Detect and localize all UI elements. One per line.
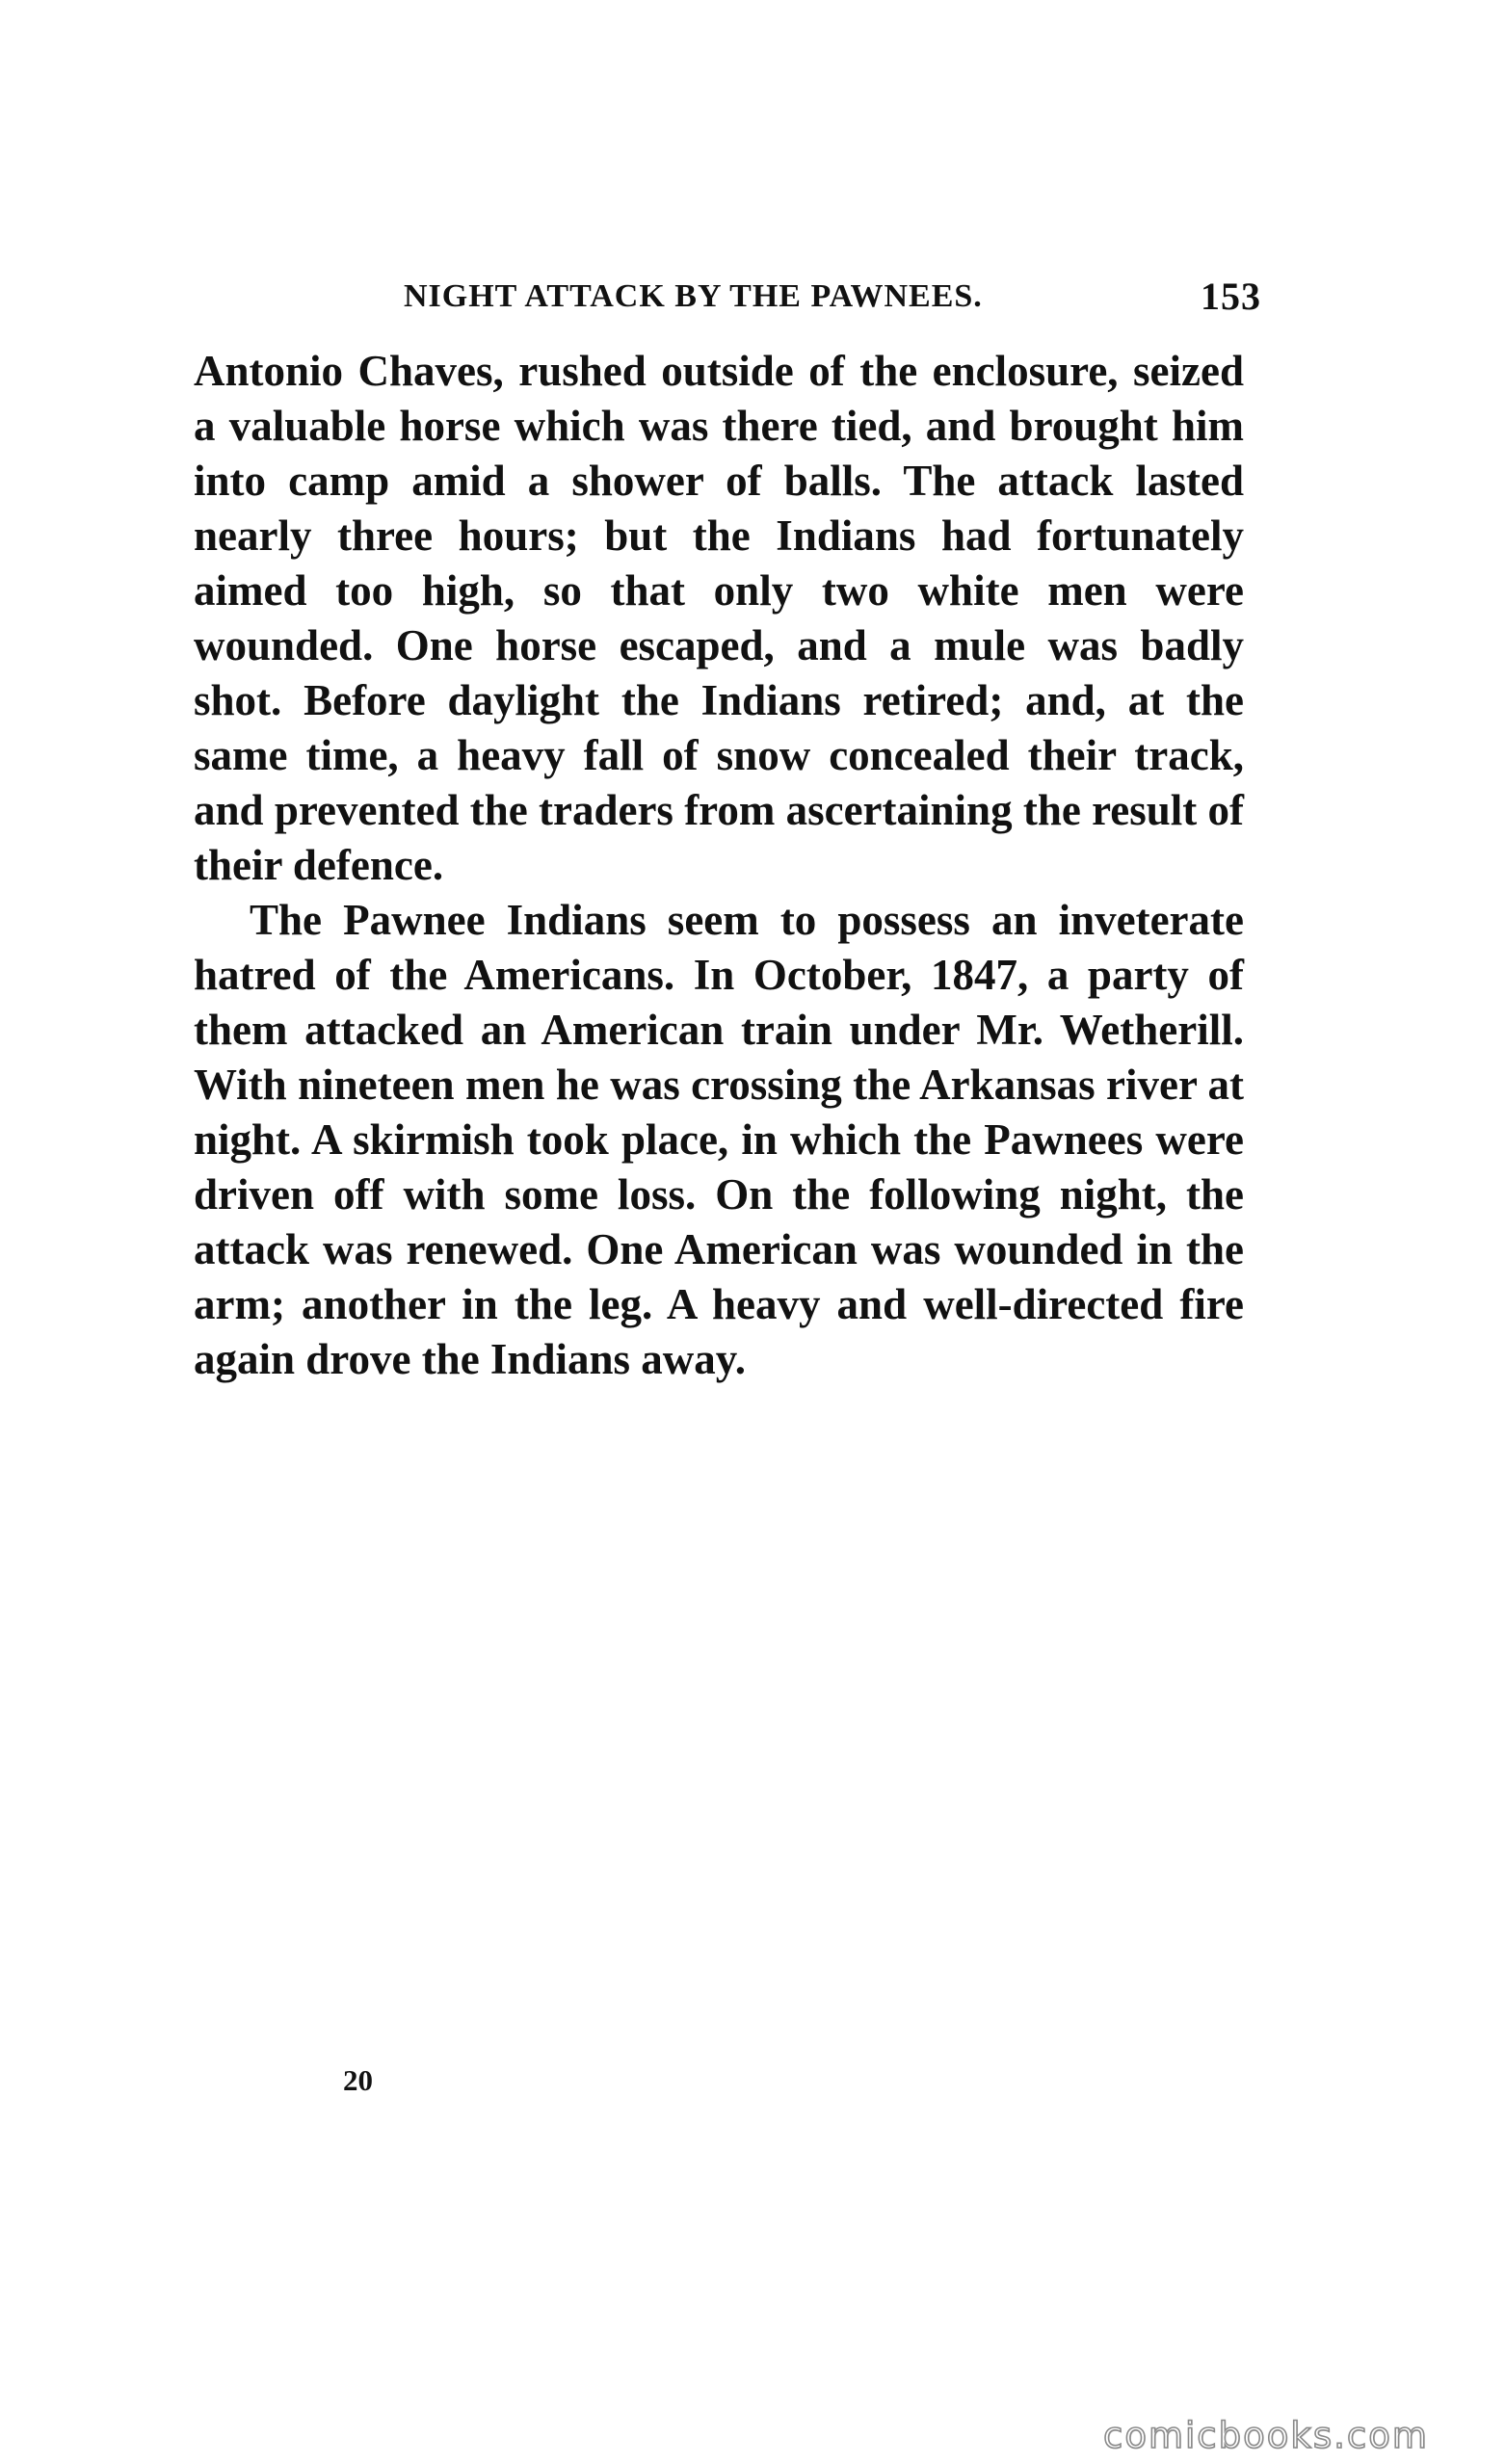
page-number: 153 bbox=[1201, 275, 1261, 318]
running-title: NIGHT ATTACK BY THE PAWNEES. bbox=[404, 278, 983, 314]
signature-mark: 20 bbox=[343, 2063, 373, 2097]
watermark-logo: comicbooks.com bbox=[1103, 2415, 1429, 2456]
body-text bbox=[194, 344, 1244, 1387]
paragraph-1: Antonio Chaves, rushed outside of the enclosure, seized a valuable horse which was there tied, and brought him into camp amid a shower of balls. The attack lasted nearly three hours; but the Indians had fortunately aimed too high, so that only two white men were wounded. One horse escaped, and a mule was badly shot. Before daylight the Indians retired; and, at the same time, a heavy fall of snow concealed their track, and prevented the traders from ascertaining the result of their defence. bbox=[194, 347, 1244, 889]
paragraph-2: The Pawnee Indians seem to possess an inveterate hatred of the Americans. In October, 1847, a party of them attacked an American train under Mr. Wetherill. With nineteen men he was crossing the Arkansas river at night. A skirmish took place, in which the Pawnees were driven off with some loss. On the following night, the attack was renewed. One American was wounded in the arm; another in the leg. A heavy and well-directed fire again drove the Indians away. bbox=[194, 896, 1244, 1383]
running-head bbox=[194, 273, 1292, 321]
